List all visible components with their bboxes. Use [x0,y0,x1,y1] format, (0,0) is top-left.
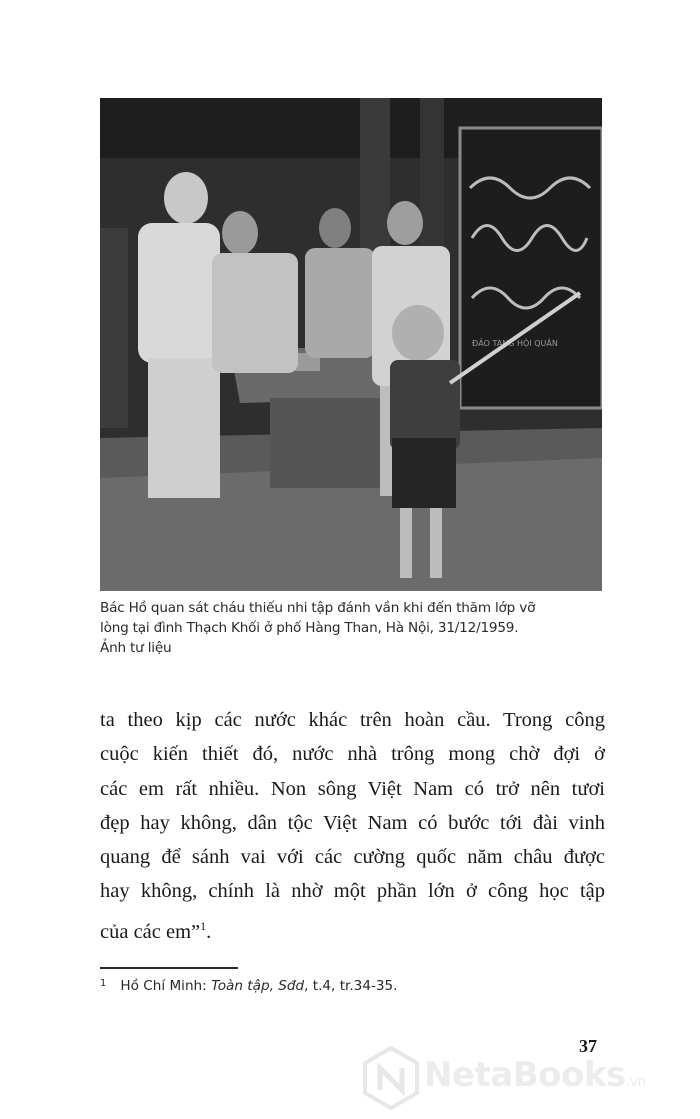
body-line: của các em” [100,920,201,943]
body-line: quang để sánh vai với các cường quốc năm châu được [100,846,605,869]
body-line: cuộc kiến thiết đó, nước nhà trông mong chờ đợi ở [100,743,605,766]
footnote-author: Hồ Chí Minh: [120,978,212,994]
caption-line: Ảnh tư liệu [100,640,172,656]
body-line: đẹp hay không, dân tộc Việt Nam có bước tới đài vinh [100,811,605,834]
body-line: ta theo kịp các nước khác trên hoàn cầu. Trong công [100,709,605,731]
netabooks-logo-icon [362,1046,420,1110]
footnote-number: 1 [100,978,107,989]
photo-caption [100,598,605,658]
page-number: 37 [579,1036,597,1056]
body-paragraph [100,703,605,949]
body-last-line: của các em”$^1$. [100,918,212,943]
historical-photo [100,98,602,591]
watermark-suffix: .vn [625,1074,646,1090]
body-line: hay không, chính là nhờ một phần lớn ở công học tập [100,880,605,903]
footnote-details: , t.4, tr.34-35. [304,978,398,994]
caption-line: lòng tại đình Thạch Khối ở phố Hàng Than, Hà Nội, 31/12/1959. [100,620,519,636]
footnote-divider [100,967,238,969]
footnote [100,978,398,994]
body-line: các em rất nhiều. Non sông Việt Nam có trở nên tươi [100,777,605,800]
watermark-brand: NetaBooks [424,1055,626,1095]
blackboard-text: ĐẢO TANG HỘI QUÂN [472,339,558,348]
watermark-text [424,1055,646,1095]
footnote-reference[interactable]: 1 [200,918,207,933]
caption-line: Bác Hồ quan sát cháu thiếu nhi tập đánh vần khi đến thăm lớp vỡ [100,600,536,616]
footnote-book-title: Toàn tập, Sđd [211,978,305,994]
watermark [362,1043,697,1113]
